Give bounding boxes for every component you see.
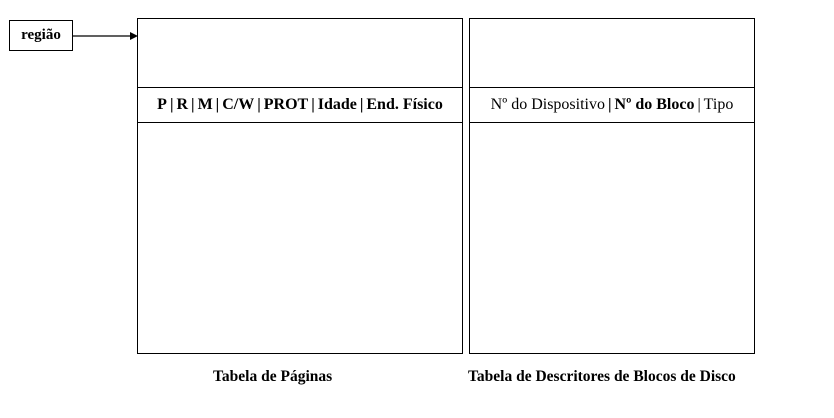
region-arrow-icon <box>73 27 139 45</box>
region-label: região <box>21 27 61 43</box>
page-field: PROT <box>263 96 309 113</box>
page-field: C/W <box>222 96 255 113</box>
page-field: End. Físico <box>366 96 443 113</box>
disk-table-caption: Tabela de Descritores de Blocos de Disco <box>468 368 736 385</box>
disk-field: Nº do Bloco <box>614 96 695 113</box>
disk-table-header: Nº do Dispositivo | Nº do Bloco | Tipo <box>470 87 754 123</box>
disk-descriptor-table <box>469 18 755 354</box>
page-field: R <box>176 96 189 113</box>
page-field: Idade <box>317 96 357 113</box>
disk-field: Nº do Dispositivo <box>490 96 605 113</box>
page-table <box>137 18 463 354</box>
region-label-box <box>9 20 73 51</box>
disk-field: Tipo <box>703 96 734 113</box>
page-field: P <box>157 96 167 113</box>
page-table-header: P | R | M | C/W | PROT | Idade | End. Físico <box>138 87 462 123</box>
page-table-caption: Tabela de Páginas <box>213 368 333 385</box>
page-field: M <box>197 96 213 113</box>
